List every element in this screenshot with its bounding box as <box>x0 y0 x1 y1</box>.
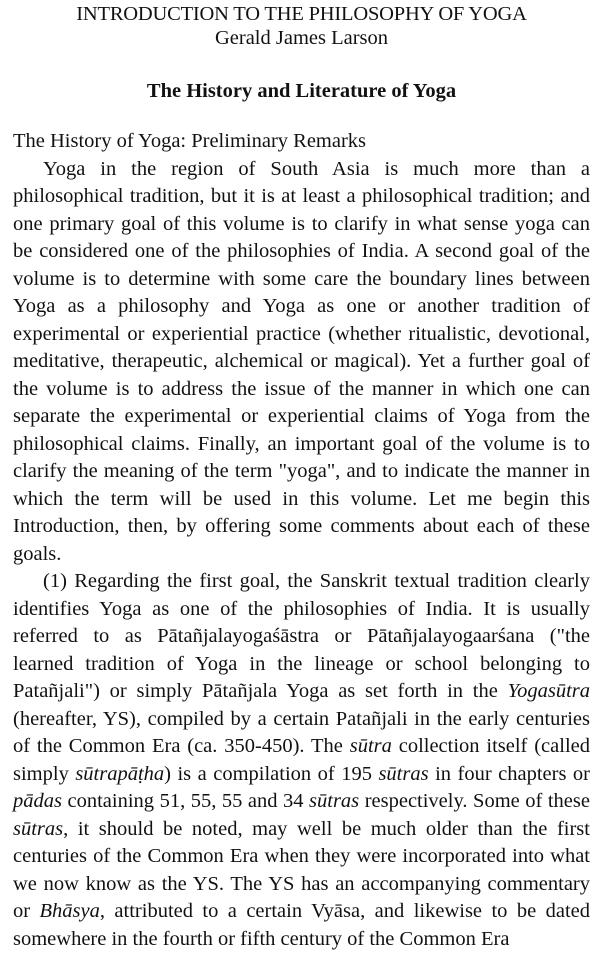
italic-term: Yogasūtra <box>507 680 590 702</box>
text-run: ) is a compilation of 195 <box>164 762 379 785</box>
book-title: INTRODUCTION TO THE PHILOSOPHY OF YOGA <box>76 3 527 25</box>
italic-term: sūtras <box>13 817 64 840</box>
paragraph-intro: Yoga in the region of South Asia is much more than a philosophical tradition, but it is at least a philosophical tradition; and one primary goal of this volume is to clarify in what sense yoga can be considered one of the philosophies of India. A second goal of the volume is to determine with some care the boundary lines between Yoga as a philosophy and Yoga as one or another tradition of experimental or experiential practice (whether ritualistic, devotional, meditative, therapeutic, alchemical or magical). Yet a further goal of the volume is to address the issue of the manner in which one can separate the experimental or experiential claims of Yoga from the philosophical claims. Finally, an important goal of the volume is to clarify the meaning of the term "yoga", and to indicate the manner in which the term will be used in this volume. Let me begin this Introduction, then, by offering some comments about each of these goals. <box>13 157 590 565</box>
text-run: collection itself (called simply <box>13 735 590 785</box>
italic-term: sūtras <box>309 790 360 812</box>
text-run: (hereafter, YS), compiled by a certain Patañjali in the early centuries of the Common Era (ca. 350-450). The <box>13 707 590 757</box>
text-run: , it should be noted, may well be much older than the first centuries of the Common Era when they were incorporated into what we now know as the YS. The YS has an accompanying commentary or <box>13 817 590 922</box>
italic-term: pādas <box>13 790 62 812</box>
italic-term: Bhāsya <box>39 900 100 922</box>
italic-term: sūtrapāṭha <box>75 762 165 785</box>
paragraph-first-goal <box>13 568 590 953</box>
section-heading: The History of Yoga: Preliminary Remarks <box>13 130 367 152</box>
italic-term: sūtra <box>349 735 392 757</box>
italic-term: sūtras <box>378 762 429 785</box>
text-run: , attributed to a certain Vyāsa, and likewise to be dated somewhere in the fourth or fifth century of the Common Era <box>13 900 590 950</box>
text-run: respectively. Some of these <box>359 790 590 812</box>
text-run: containing 51, 55, 55 and 34 <box>61 790 310 812</box>
book-author: Gerald James Larson <box>214 27 389 49</box>
chapter-title: The History and Literature of Yoga <box>146 80 457 102</box>
text-run: in four chapters or <box>428 762 590 785</box>
text-run: (1) Regarding the first goal, the Sanskrit textual tradition clearly identifies Yoga as one of the philosophies of India. It is usually referred to as Pātañjalayogaśāstra or Pātañjalayogaarśana ("the learned tradition of Yoga in the lineage or school belonging to Patañjali") or simply Pātañjala Yoga as set forth in the <box>13 570 590 702</box>
